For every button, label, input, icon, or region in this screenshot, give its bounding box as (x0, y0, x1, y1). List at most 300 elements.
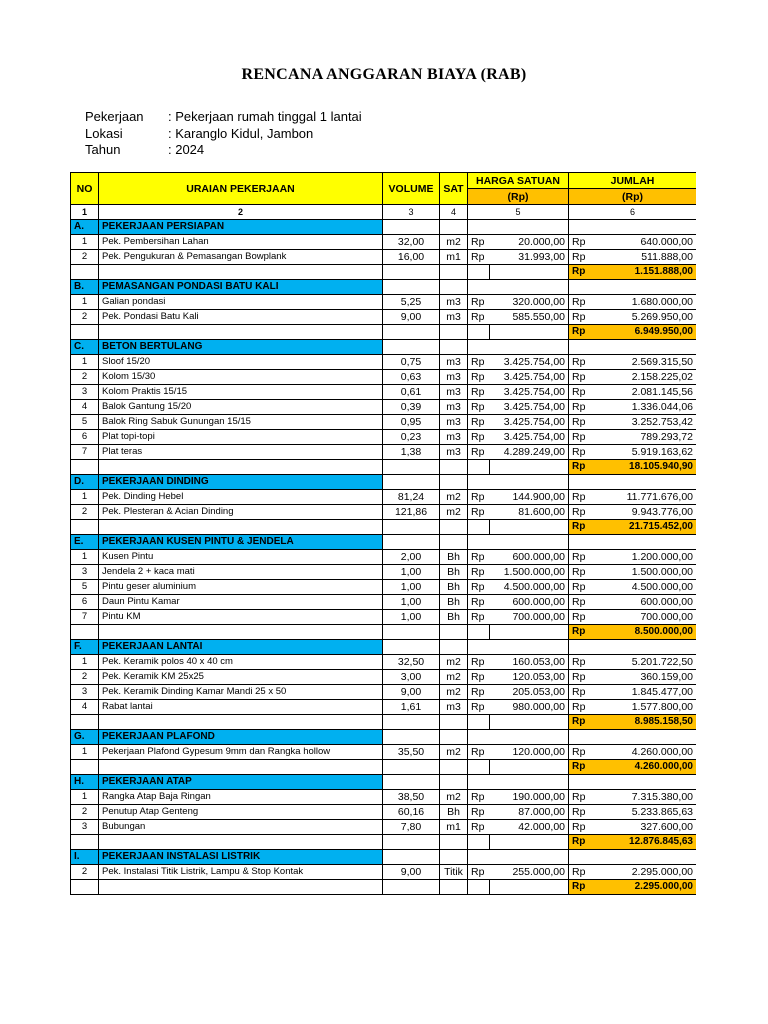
empty-cell (440, 730, 468, 745)
subtotal-row (71, 325, 697, 340)
item-row (71, 490, 697, 505)
item-row (71, 550, 697, 565)
empty-cell (490, 460, 569, 475)
currency-label: Rp (569, 670, 591, 685)
currency-label: Rp (569, 790, 591, 805)
empty-cell (99, 265, 383, 280)
item-unit: m2 (440, 505, 468, 520)
currency-label: Rp (569, 430, 591, 445)
item-unit: m3 (440, 700, 468, 715)
item-row (71, 865, 697, 880)
empty-cell (440, 520, 468, 535)
item-amount: 2.081.145,56 (591, 385, 697, 400)
currency-label: Rp (569, 745, 591, 760)
item-no: 3 (71, 685, 99, 700)
item-volume: 2,00 (383, 550, 440, 565)
item-name: Rangka Atap Baja Ringan (99, 790, 383, 805)
item-amount: 2.158.225,02 (591, 370, 697, 385)
item-price: 87.000,00 (490, 805, 569, 820)
empty-cell (468, 535, 569, 550)
item-amount: 11.771.676,00 (591, 490, 697, 505)
item-row (71, 415, 697, 430)
section-code: A. (71, 220, 99, 235)
item-name: Kolom 15/30 (99, 370, 383, 385)
currency-label: Rp (468, 385, 490, 400)
currency-label: Rp (468, 565, 490, 580)
currency-label: Rp (468, 490, 490, 505)
item-unit: m2 (440, 745, 468, 760)
col-number: 6 (569, 205, 697, 220)
empty-cell (440, 535, 468, 550)
empty-cell (383, 850, 440, 865)
currency-label: Rp (468, 295, 490, 310)
section-name: PEKERJAAN PLAFOND (99, 730, 383, 745)
item-price: 1.500.000,00 (490, 565, 569, 580)
item-unit: m2 (440, 685, 468, 700)
item-unit: m2 (440, 655, 468, 670)
item-volume: 1,61 (383, 700, 440, 715)
item-amount: 600.000,00 (591, 595, 697, 610)
item-amount: 2.569.315,50 (591, 355, 697, 370)
item-no: 1 (71, 655, 99, 670)
item-name: Balok Gantung 15/20 (99, 400, 383, 415)
currency-label: Rp (468, 670, 490, 685)
currency-label: Rp (569, 580, 591, 595)
col-number: 3 (383, 205, 440, 220)
empty-cell (490, 835, 569, 850)
item-volume: 60,16 (383, 805, 440, 820)
header-sat: SAT (440, 173, 468, 205)
item-unit: m3 (440, 355, 468, 370)
item-amount: 327.600,00 (591, 820, 697, 835)
currency-label: Rp (468, 310, 490, 325)
item-name: Plat teras (99, 445, 383, 460)
section-code: B. (71, 280, 99, 295)
item-no: 3 (71, 820, 99, 835)
item-unit: m2 (440, 790, 468, 805)
item-unit: m3 (440, 310, 468, 325)
currency-label: Rp (569, 550, 591, 565)
empty-cell (468, 775, 569, 790)
empty-cell (468, 340, 569, 355)
empty-cell (71, 625, 99, 640)
item-name: Kolom Praktis 15/15 (99, 385, 383, 400)
header-no: NO (71, 173, 99, 205)
currency-label: Rp (569, 445, 591, 460)
subtotal-row (71, 625, 697, 640)
item-amount: 5.233.865,63 (591, 805, 697, 820)
currency-label: Rp (468, 580, 490, 595)
item-row (71, 580, 697, 595)
item-price: 42.000,00 (490, 820, 569, 835)
item-name: Plat topi-topi (99, 430, 383, 445)
info-row-tahun (85, 142, 362, 159)
item-row (71, 430, 697, 445)
empty-cell (383, 880, 440, 895)
empty-cell (383, 730, 440, 745)
item-price: 31.993,00 (490, 250, 569, 265)
item-row (71, 310, 697, 325)
empty-cell (468, 640, 569, 655)
subtotal-currency: Rp (569, 520, 591, 535)
empty-cell (468, 625, 490, 640)
header-harga-satuan: HARGA SATUAN (468, 173, 569, 189)
item-no: 2 (71, 505, 99, 520)
info-value: : 2024 (168, 142, 205, 157)
empty-cell (569, 850, 697, 865)
empty-cell (440, 880, 468, 895)
item-unit: Bh (440, 610, 468, 625)
item-row (71, 235, 697, 250)
item-amount: 9.943.776,00 (591, 505, 697, 520)
item-name: Pintu KM (99, 610, 383, 625)
empty-cell (569, 775, 697, 790)
empty-cell (440, 460, 468, 475)
item-unit: m3 (440, 430, 468, 445)
item-volume: 1,00 (383, 610, 440, 625)
empty-cell (468, 475, 569, 490)
empty-cell (383, 715, 440, 730)
empty-cell (569, 220, 697, 235)
empty-cell (569, 280, 697, 295)
item-name: Pek. Keramik Dinding Kamar Mandi 25 x 50 (99, 685, 383, 700)
item-volume: 1,00 (383, 565, 440, 580)
empty-cell (468, 325, 490, 340)
empty-cell (468, 715, 490, 730)
item-no: 2 (71, 370, 99, 385)
empty-cell (383, 340, 440, 355)
info-label: Pekerjaan (85, 109, 144, 124)
item-no: 4 (71, 700, 99, 715)
section-row (71, 475, 697, 490)
empty-cell (468, 280, 569, 295)
rab-table (70, 172, 696, 895)
currency-label: Rp (468, 550, 490, 565)
empty-cell (383, 520, 440, 535)
item-amount: 1.200.000,00 (591, 550, 697, 565)
item-volume: 32,50 (383, 655, 440, 670)
item-no: 2 (71, 865, 99, 880)
empty-cell (99, 835, 383, 850)
empty-cell (383, 760, 440, 775)
currency-label: Rp (569, 235, 591, 250)
currency-label: Rp (468, 370, 490, 385)
empty-cell (383, 220, 440, 235)
item-unit: m3 (440, 415, 468, 430)
item-price: 190.000,00 (490, 790, 569, 805)
rab-table-body (71, 220, 697, 895)
empty-cell (99, 880, 383, 895)
currency-label: Rp (569, 490, 591, 505)
item-volume: 1,00 (383, 580, 440, 595)
subtotal-row (71, 520, 697, 535)
section-name: PEKERJAAN DINDING (99, 475, 383, 490)
empty-cell (440, 835, 468, 850)
item-no: 1 (71, 745, 99, 760)
empty-cell (440, 760, 468, 775)
item-row (71, 565, 697, 580)
item-volume: 81,24 (383, 490, 440, 505)
section-row (71, 535, 697, 550)
subtotal-amount: 21.715.452,00 (591, 520, 697, 535)
currency-label: Rp (468, 445, 490, 460)
item-price: 4.289.249,00 (490, 445, 569, 460)
empty-cell (490, 880, 569, 895)
empty-cell (71, 835, 99, 850)
item-price: 585.550,00 (490, 310, 569, 325)
empty-cell (383, 625, 440, 640)
subtotal-amount: 4.260.000,00 (591, 760, 697, 775)
item-unit: Bh (440, 565, 468, 580)
currency-label: Rp (569, 355, 591, 370)
item-no: 6 (71, 595, 99, 610)
section-code: F. (71, 640, 99, 655)
currency-label: Rp (468, 820, 490, 835)
item-no: 1 (71, 550, 99, 565)
subtotal-currency: Rp (569, 715, 591, 730)
item-price: 600.000,00 (490, 595, 569, 610)
empty-cell (383, 835, 440, 850)
subtotal-amount: 6.949.950,00 (591, 325, 697, 340)
section-name: PEKERJAAN LANTAI (99, 640, 383, 655)
item-volume: 38,50 (383, 790, 440, 805)
item-no: 5 (71, 415, 99, 430)
empty-cell (468, 520, 490, 535)
item-row (71, 250, 697, 265)
item-name: Pek. Pengukuran & Pemasangan Bowplank (99, 250, 383, 265)
item-row (71, 670, 697, 685)
empty-cell (490, 760, 569, 775)
item-row (71, 610, 697, 625)
section-name: PEKERJAAN ATAP (99, 775, 383, 790)
currency-label: Rp (468, 685, 490, 700)
empty-cell (440, 475, 468, 490)
currency-label: Rp (468, 415, 490, 430)
empty-cell (383, 775, 440, 790)
currency-label: Rp (468, 610, 490, 625)
item-name: Sloof 15/20 (99, 355, 383, 370)
item-volume: 7,80 (383, 820, 440, 835)
item-name: Jendela 2 + kaca mati (99, 565, 383, 580)
subtotal-row (71, 760, 697, 775)
empty-cell (569, 535, 697, 550)
item-no: 1 (71, 235, 99, 250)
currency-label: Rp (569, 295, 591, 310)
subtotal-currency: Rp (569, 625, 591, 640)
empty-cell (569, 475, 697, 490)
item-amount: 1.500.000,00 (591, 565, 697, 580)
subtotal-currency: Rp (569, 265, 591, 280)
section-name: PEKERJAAN KUSEN PINTU & JENDELA (99, 535, 383, 550)
item-price: 120.000,00 (490, 745, 569, 760)
item-unit: m3 (440, 445, 468, 460)
empty-cell (468, 835, 490, 850)
item-volume: 1,00 (383, 595, 440, 610)
item-amount: 1.680.000,00 (591, 295, 697, 310)
empty-cell (383, 280, 440, 295)
col-number: 4 (440, 205, 468, 220)
item-amount: 640.000,00 (591, 235, 697, 250)
currency-label: Rp (569, 400, 591, 415)
item-unit: m3 (440, 295, 468, 310)
item-volume: 0,61 (383, 385, 440, 400)
col-number: 1 (71, 205, 99, 220)
item-no: 1 (71, 790, 99, 805)
item-name: Kusen Pintu (99, 550, 383, 565)
item-price: 255.000,00 (490, 865, 569, 880)
item-name: Pekerjaan Plafond Gypesum 9mm dan Rangka hollow (99, 745, 383, 760)
item-no: 2 (71, 250, 99, 265)
empty-cell (490, 265, 569, 280)
empty-cell (569, 640, 697, 655)
item-price: 120.053,00 (490, 670, 569, 685)
empty-cell (440, 325, 468, 340)
subtotal-amount: 2.295.000,00 (591, 880, 697, 895)
item-amount: 1.336.044,06 (591, 400, 697, 415)
empty-cell (490, 520, 569, 535)
item-no: 5 (71, 580, 99, 595)
item-unit: Bh (440, 805, 468, 820)
currency-label: Rp (468, 655, 490, 670)
item-price: 81.600,00 (490, 505, 569, 520)
item-volume: 0,39 (383, 400, 440, 415)
item-no: 4 (71, 400, 99, 415)
section-row (71, 730, 697, 745)
item-row (71, 355, 697, 370)
item-name: Pek. Dinding Hebel (99, 490, 383, 505)
empty-cell (99, 325, 383, 340)
item-unit: m3 (440, 370, 468, 385)
item-price: 320.000,00 (490, 295, 569, 310)
subtotal-currency: Rp (569, 760, 591, 775)
subtotal-currency: Rp (569, 325, 591, 340)
section-name: BETON BERTULANG (99, 340, 383, 355)
project-info (85, 109, 362, 159)
info-value: : Pekerjaan rumah tinggal 1 lantai (168, 109, 362, 124)
subtotal-currency: Rp (569, 835, 591, 850)
item-amount: 511.888,00 (591, 250, 697, 265)
item-name: Penutup Atap Genteng (99, 805, 383, 820)
item-row (71, 400, 697, 415)
item-name: Balok Ring Sabuk Gunungan 15/15 (99, 415, 383, 430)
empty-cell (71, 715, 99, 730)
subtotal-currency: Rp (569, 880, 591, 895)
item-name: Pek. Pondasi Batu Kali (99, 310, 383, 325)
item-row (71, 295, 697, 310)
currency-label: Rp (569, 415, 591, 430)
item-volume: 16,00 (383, 250, 440, 265)
empty-cell (440, 625, 468, 640)
item-no: 2 (71, 670, 99, 685)
section-code: G. (71, 730, 99, 745)
currency-label: Rp (468, 805, 490, 820)
empty-cell (440, 280, 468, 295)
subtotal-amount: 8.985.158,50 (591, 715, 697, 730)
currency-label: Rp (569, 565, 591, 580)
item-volume: 0,75 (383, 355, 440, 370)
currency-label: Rp (569, 805, 591, 820)
item-price: 4.500.000,00 (490, 580, 569, 595)
item-amount: 5.919.163,62 (591, 445, 697, 460)
empty-cell (71, 520, 99, 535)
currency-label: Rp (468, 235, 490, 250)
subtotal-row (71, 460, 697, 475)
currency-label: Rp (569, 370, 591, 385)
item-no: 3 (71, 565, 99, 580)
currency-label: Rp (468, 865, 490, 880)
currency-label: Rp (569, 505, 591, 520)
item-price: 3.425.754,00 (490, 430, 569, 445)
item-no: 7 (71, 610, 99, 625)
item-volume: 3,00 (383, 670, 440, 685)
item-volume: 0,95 (383, 415, 440, 430)
item-amount: 1.577.800,00 (591, 700, 697, 715)
item-unit: Bh (440, 595, 468, 610)
item-volume: 0,63 (383, 370, 440, 385)
section-code: H. (71, 775, 99, 790)
section-name: PEMASANGAN PONDASI BATU KALI (99, 280, 383, 295)
currency-label: Rp (468, 505, 490, 520)
item-price: 3.425.754,00 (490, 400, 569, 415)
empty-cell (440, 220, 468, 235)
empty-cell (440, 640, 468, 655)
item-name: Pek. Instalasi Titik Listrik, Lampu & Stop Kontak (99, 865, 383, 880)
empty-cell (71, 265, 99, 280)
item-price: 3.425.754,00 (490, 415, 569, 430)
item-no: 1 (71, 355, 99, 370)
item-row (71, 745, 697, 760)
rab-table-container (70, 172, 696, 926)
header-harga-unit: (Rp) (468, 189, 569, 205)
info-value: : Karanglo Kidul, Jambon (168, 125, 314, 141)
subtotal-row (71, 715, 697, 730)
empty-cell (71, 460, 99, 475)
item-row (71, 370, 697, 385)
item-unit: m3 (440, 400, 468, 415)
subtotal-row (71, 265, 697, 280)
item-price: 3.425.754,00 (490, 370, 569, 385)
item-name: Pek. Plesteran & Acian Dinding (99, 505, 383, 520)
currency-label: Rp (569, 685, 591, 700)
document-title: RENCANA ANGGARAN BIAYA (RAB) (241, 66, 527, 83)
section-row (71, 775, 697, 790)
info-label: Lokasi (85, 125, 123, 141)
empty-cell (569, 340, 697, 355)
currency-label: Rp (468, 430, 490, 445)
item-name: Bubungan (99, 820, 383, 835)
item-amount: 5.201.722,50 (591, 655, 697, 670)
item-volume: 35,50 (383, 745, 440, 760)
col-number: 2 (99, 205, 383, 220)
currency-label: Rp (569, 385, 591, 400)
currency-label: Rp (468, 400, 490, 415)
item-row (71, 655, 697, 670)
item-name: Pek. Keramik polos 40 x 40 cm (99, 655, 383, 670)
item-amount: 5.269.950,00 (591, 310, 697, 325)
currency-label: Rp (468, 745, 490, 760)
item-volume: 1,38 (383, 445, 440, 460)
item-no: 1 (71, 295, 99, 310)
item-price: 3.425.754,00 (490, 385, 569, 400)
section-row (71, 340, 697, 355)
subtotal-amount: 18.105.940,90 (591, 460, 697, 475)
item-row (71, 505, 697, 520)
section-code: I. (71, 850, 99, 865)
item-amount: 360.159,00 (591, 670, 697, 685)
info-row-pekerjaan (85, 109, 362, 126)
item-name: Rabat lantai (99, 700, 383, 715)
empty-cell (99, 715, 383, 730)
